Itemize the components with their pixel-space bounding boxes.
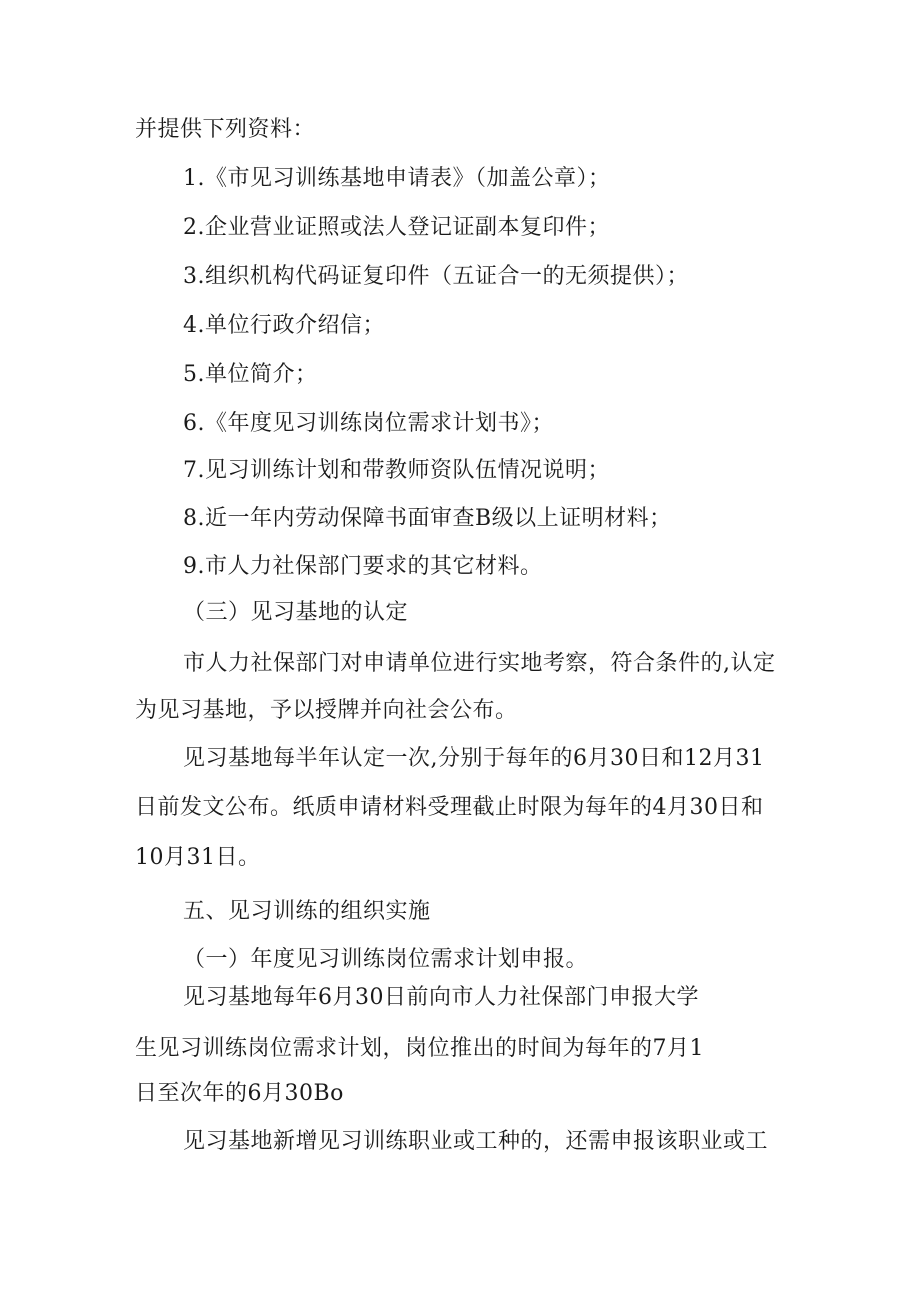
list-item-1: 1.《市见习训练基地申请表》（加盖公章）； bbox=[183, 166, 611, 191]
list-item-6: 6.《年度见习训练岗位需求计划书》； bbox=[183, 411, 554, 436]
paragraph-line: 生见习训练岗位需求计划，岗位推出的时间为每年的7月1 bbox=[135, 1036, 704, 1061]
list-item-7: 7.见习训练计划和带教师资队伍情况说明； bbox=[183, 458, 610, 483]
section-heading-3: （三）见习基地的认定 bbox=[183, 600, 409, 625]
paragraph-line: 10月31日。 bbox=[135, 845, 261, 870]
intro-line: 并提供下列资料： bbox=[135, 117, 316, 142]
list-item-5: 5.单位简介； bbox=[183, 362, 318, 387]
list-item-4: 4.单位行政介绍信； bbox=[183, 313, 385, 338]
subsection-heading-1: （一）年度见习训练岗位需求计划申报。 bbox=[183, 947, 589, 972]
list-item-2: 2.企业营业证照或法人登记证副本复印件； bbox=[183, 215, 610, 240]
list-item-8: 8.近一年内劳动保障书面审查B级以上证明材料； bbox=[183, 506, 672, 531]
paragraph-line: 为见习基地，予以授牌并向社会公布。 bbox=[135, 698, 518, 723]
paragraph-line: 市人力社保部门对申请单位进行实地考察，符合条件的,认定 bbox=[183, 651, 776, 676]
paragraph-line: 见习基地每年6月30日前向市人力社保部门申报大学 bbox=[183, 985, 699, 1010]
section-heading-5: 五、见习训练的组织实施 bbox=[183, 899, 431, 924]
paragraph-line: 见习基地新增见习训练职业或工种的，还需申报该职业或工 bbox=[183, 1129, 769, 1154]
paragraph-line: 日至次年的6月30Bo bbox=[135, 1081, 344, 1106]
list-item-3: 3.组织机构代码证复印件（五证合一的无须提供）； bbox=[183, 264, 689, 289]
paragraph-line: 日前发文公布。纸质申请材料受理截止时限为每年的4月30日和 bbox=[135, 795, 764, 820]
paragraph-line: 见习基地每半年认定一次,分别于每年的6月30日和12月31 bbox=[183, 746, 765, 771]
list-item-9: 9.市人力社保部门要求的其它材料。 bbox=[183, 554, 543, 579]
